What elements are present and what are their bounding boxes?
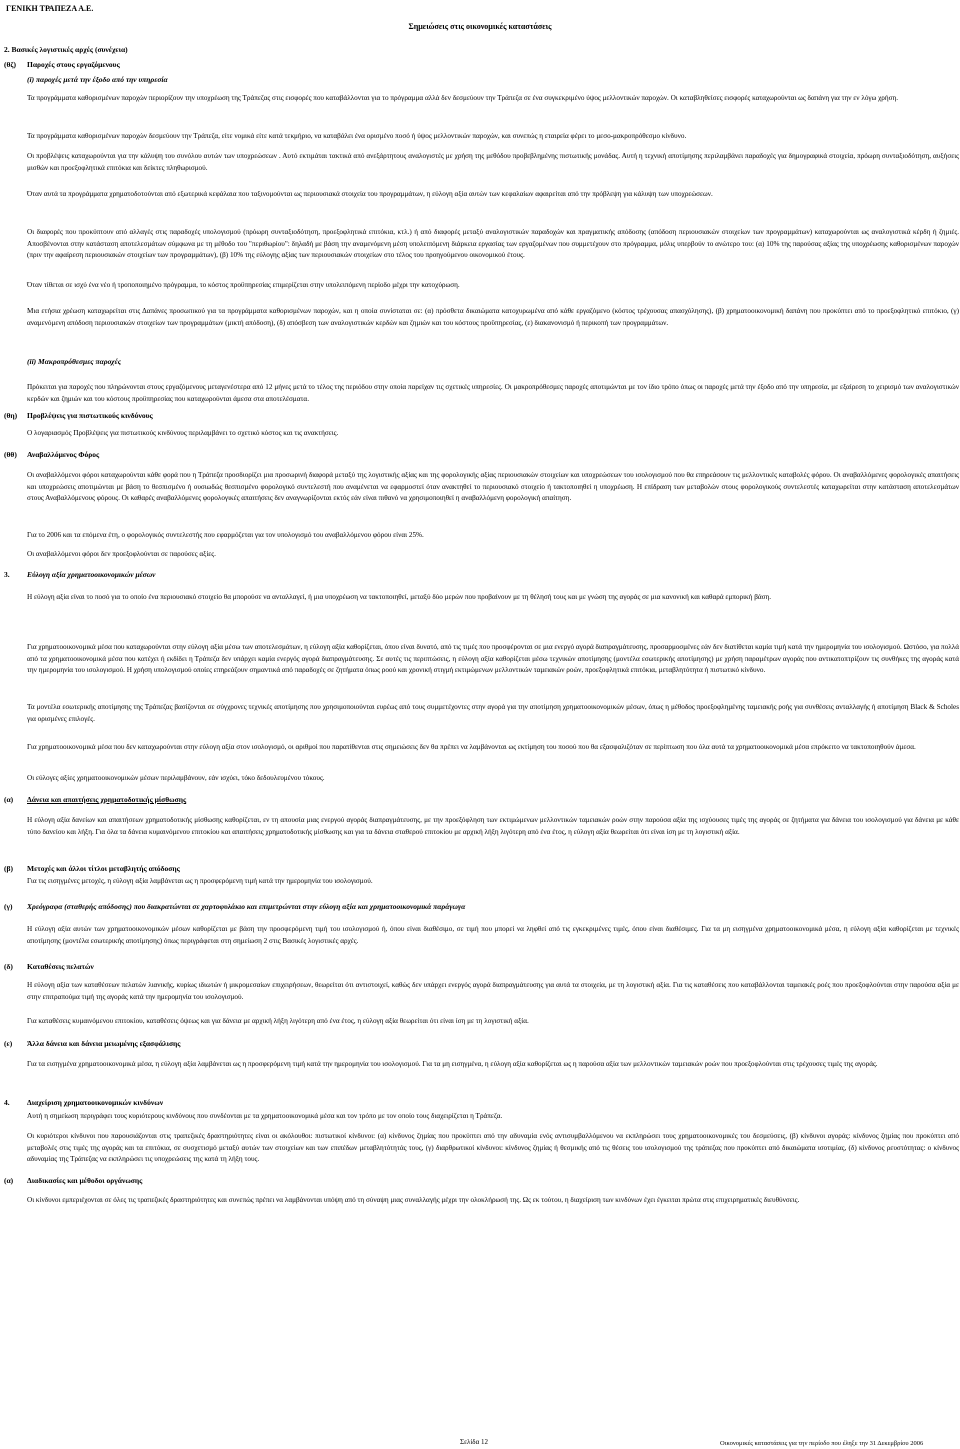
paragraph-8: Πρόκειται για παροχές που πληρώνονται στους εργαζόμενους μεταγενέστερα από 12 μήνες μετά το τέλος της περιόδου στην οποία παρείχαν τις σχετικές υπηρεσίες. Οι μακροπρόθεσμες παροχές αποτιμώνται με τον ίδιο τρόπο όπως οι παροχές μετά την έξοδο από την υπηρεσία, με εξαίρεση το χειρισμό των αναλογιστικών κερδών και ζημιών και του κόστους προϋπηρεσίας που καταχωρούνται άμεσα στα αποτελέσματα.	[27, 383, 959, 403]
section-num-b: (β)	[4, 864, 13, 873]
paragraph-21: Η εύλογη αξία των καταθέσεων πελατών λιανικής, κυρίως ιδιωτών ή μικρομεσαίων επιχειρήσεων, θεωρείται ότι αντιστοιχεί, καθώς δεν υπάρχει ενεργός αγορά διαπραγμάτευσης για αυτά τα στοιχεία, με τη λογιστική αξία. Για τις καταθέσεις που καταβάλλονται ταμειακές ροές που προεξοφλούνται στην παρούσα αξία με στην επιτραπούμα τιμή της αγοράς κατά την ημερομηνία του ισολογισμού.	[27, 981, 959, 1001]
page-subtitle: Σημειώσεις στις οικονομικές καταστάσεις	[408, 22, 552, 31]
paragraph-18: Η εύλογη αξία δανείων και απαιτήσεων χρηματοδοτικής μίσθωσης καθορίζεται, εν τη απουσία μιας ενεργού αγοράς διαπραγμάτευσης, με την προεξόφληση των εκτιμώμενων μελλοντικών ταμειακών ροών στην παρούσα αξία της ισχύουσες τιμές της αγοράς σε ζητήματα για δάνεια του ισολογισμού για δάνεια με κάθε τύπο δανείου και λήξη. Για όλα τα δάνεια κυμαινόμενου επιτοκίου και απαιτήσεις χρηματοδοτικής μίσθωσης και για τα δάνεια σταθερού επιτοκίου με αρχική λήξη λιγότερη από ένα έτος, η εύλογη αξία θεωρείται ότι είναι ίση με τη λογιστική αξία.	[27, 816, 959, 836]
section-title-zst: Παροχές στους εργαζόμενους	[27, 60, 120, 69]
paragraph-3: Οι προβλέψεις καταχωρούνται για την κάλυψη του συνόλου αυτών των υποχρεώσεων . Αυτό εκτιμάται τακτικά από ανεξάρτητους αναλογιστές με χρήση της μεθόδου προβεβλημένης πιστωτικής μονάδας. Αυτή η τεχνική αποτίμησης περιλαμβάνει παραδοχές για δημογραφικά στοιχεία, πρόωρη συνταξιοδότηση, αυξήσεις μισθών και προεξοφλητικά επιτόκια και δείκτες πληθωρισμού.	[27, 152, 959, 172]
section-title-g: Χρεόγραφα (σταθερής απόδοσης) που διακρατώνται σε χαρτοφυλάκιο και επιμετρώνται στην εύλογη αξία και χρηματοοικονομικά παράγωγα	[27, 902, 466, 911]
paragraph-22: Για καταθέσεις κυμαινόμενου επιτοκίου, καταθέσεις όψεως και για δάνεια με αρχική λήξη λιγότερη από ένα έτος, η εύλογη αξία θεωρείται ότι είναι ίση με τη λογιστική αξία.	[27, 1017, 529, 1025]
section-num-e: (ε)	[4, 1039, 13, 1048]
paragraph-1: Τα προγράμματα καθορισμένων παροχών περιορίζουν την υποχρέωση της Τράπεζας στις εισφορές που καταβάλλονται για το πρόγραμμα αλλά δεν δεσμεύουν την Τράπεζα σε ένα συγκεκριμένο ύψος μελλοντικών παροχών. Οι καταβληθείσες εισφορές καταχωρούνται ως δαπάνη για την εν λόγω χρήση.	[27, 94, 899, 102]
paragraph-23: Για τα εισηγμένα χρηματοοικονομικά μέσα, η εύλογη αξία λαμβάνεται ως η προσφερόμενη τιμή κατά την ημερομηνία του ισολογισμού. Για τα μη εισηγμένα, η εύλογη αξία καθορίζεται ως η παρούσα αξία των μελλοντικών ταμειακών ροών που προεξοφλούνται στις τρέχουσες τιμές της αγοράς.	[27, 1060, 878, 1068]
paragraph-24: Αυτή η σημείωση περιγράφει τους κυριότερους κινδύνους που συνδέονται με τα χρηματοοικονομικά μέσα και τον τρόπο με τον οποίο τους διαχειρίζεται η Τράπεζα.	[27, 1112, 503, 1120]
paragraph-7: Μια ετήσια χρέωση καταχωρείται στις Δαπάνες προσωπικού για τα προγράμματα καθορισμένων παροχών, και η οποία συνίσταται σε: (α) πρόσθετα δικαιώματα κατοχυρωμένα από κάθε εργαζόμενο (κόστος τρέχουσας απασχόλησης), (β) χρηματοοικονομική δαπάνη που προκύπτει από το προεξοφλητικό επιτόκιο, (γ) αναμενόμενη απόδοση περιουσιακών στοιχείων των προγραμμάτων (μικτή απόδοση), (δ) απόσβεση των αναλογιστικών κερδών και ζημιών και του κόστους προϋπηρεσίας, (ε) διακανονισμό ή περικοπή των προγραμμάτων.	[27, 307, 959, 327]
section-title-a: Δάνεια και απαιτήσεις χρηματοδοτικής μίσθωσης	[27, 795, 187, 804]
section-num-g: (γ)	[4, 902, 13, 911]
paragraph-11: Για το 2006 και τα επόμενα έτη, ο φορολογικός συντελεστής που εφαρμόζεται για τον υπολογισμό του αναβαλλόμενου φόρου είναι 25%.	[27, 531, 424, 539]
section-2-title: 2. Βασικές λογιστικές αρχές (συνέχεια)	[4, 45, 128, 54]
footer-note: Οικονομικές καταστάσεις για την περίοδο που έληξε την 31 Δεκεμβρίου 2006	[720, 1440, 924, 1447]
paragraph-15: Τα μοντέλα εσωτερικής αποτίμησης της Τράπεζας βασίζονται σε σύγχρονες τεχνικές αποτίμησης που χρησιμοποιούνται ευρέως από τους συμμετέχοντες στην αγορά για την αποτίμηση χρηματοοικονομικών μέσων, όπως η μέθοδος προεξοφλημένης ταμειακής ροής για συνθέσεις ανταλλαγής ή αποτίμηση Black & Scholes για ορισμένες επιλογές.	[27, 703, 959, 723]
subsection-title-ii: (ii) Μακροπρόθεσμες παροχές	[27, 357, 122, 366]
section-title-b: Μετοχές και άλλοι τίτλοι μεταβλητής απόδοσης	[27, 864, 180, 873]
paragraph-20: Η εύλογη αξία αυτών των χρηματοοικονομικών μέσων καθορίζεται με βάση την προσφερόμενη τιμή του ισολογισμού ή, όπου είναι διαθέσιμο, σε τιμή που μπορεί να ληφθεί από τις εγκεκριμένες τιμές, όπου είναι διαθέσιμες. Για τα μη εισηγμένα χρηματοοικονομικά μέσα, η εύλογη αξία καθορίζεται με τεχνικές αποτίμησης (μοντέλα εσωτερικής αποτίμησης) όπως περιγράφεται στη σημείωση 2 στις Βασικές λογιστικές αρχές.	[27, 925, 959, 945]
paragraph-26: Οι κίνδυνοι εμπεριέχονται σε όλες τις τραπεζικές δραστηριότητες και συνεπώς πρέπει να λαμβάνονται υπόψη από τη σύναψη μιας συναλλαγής μέχρι την ολοκλήρωσή της. Ως εκ τούτου, η διαχείριση των κινδύνων έχει έγκειται πρώτα στις επιχειρηματικές διευθύνσεις.	[27, 1196, 800, 1204]
section-num-aa: (α)	[4, 1176, 14, 1185]
section-title-e: Άλλα δάνεια και δάνεια μειωμένης εξασφάλισης	[27, 1039, 181, 1048]
section-num-d: (δ)	[4, 962, 13, 971]
section-num-tt: (θθ)	[4, 450, 17, 459]
paragraph-16: Για χρηματοοικονομικά μέσα που δεν καταχωρούνται στην εύλογη αξία στον ισολογισμό, οι αριθμοί που παρατίθενται στις σημειώσεις δεν θα πρέπει να λαμβάνονται ως εκτίμηση του ποσού που θα εξασφαλιζόταν σε περίπτωση που όλα αυτά τα χρηματοοικονομικά μέσα επρόκειτο να τακτοποιηθούν άμεσα.	[27, 743, 916, 751]
paragraph-2: Τα προγράμματα καθορισμένων παροχών δεσμεύουν την Τράπεζα, είτε νομικά είτε κατά τεκμήριο, να καταβάλει ένα ορισμένο ποσό ή ύψος μελλοντικών παροχών, και συνεπώς η εταιρεία φέρει το μεσο-μακροπρόθεσμο κίνδυνο.	[27, 132, 687, 140]
company-name: ΓΕΝΙΚΗ ΤΡΑΠΕΖΑ Α.Ε.	[6, 4, 94, 13]
paragraph-19: Για τις εισηγμένες μετοχές, η εύλογη αξία λαμβάνεται ως η προσφερόμενη τιμή κατά την ημερομηνία του ισολογισμού.	[27, 877, 373, 885]
paragraph-13: Η εύλογη αξία είναι το ποσό για το οποίο ένα περιουσιακό στοιχείο θα μπορούσε να ανταλλαγεί, ή μια υποχρέωση να τακτοποιηθεί, μεταξύ δύο μερών που προβαίνουν με τη θέλησή τους και με γνώση της αγοράς σε μια κανονική και καθαρά εμπορική βάση.	[27, 593, 772, 601]
section-title-3: Εύλογη αξία χρηματοοικονομικών μέσων	[27, 570, 156, 579]
section-num-zst: (θζ)	[4, 60, 17, 69]
paragraph-6: Όταν τίθεται σε ισχύ ένα νέο ή τροποποιημένο πρόγραμμα, το κόστος προϋπηρεσίας επιμερίζεται στην υπολειπόμενη περίοδο μέχρι την κατοχύρωση.	[27, 281, 460, 289]
section-title-d: Καταθέσεις πελατών	[27, 962, 94, 971]
section-title-th: Προβλέψεις για πιστωτικούς κινδύνους	[27, 411, 153, 420]
section-num-a: (α)	[4, 795, 14, 804]
section-num-3: 3.	[4, 570, 10, 579]
subsection-title-i: (i) παροχές μετά την έξοδο από την υπηρεσία	[27, 75, 168, 84]
paragraph-17: Οι εύλογες αξίες χρηματοοικονομικών μέσων περιλαμβάνουν, εάν ισχύει, τόκο δεδουλευμένου τόκους.	[27, 774, 325, 782]
section-title-tt: Αναβαλλόμενος Φόρος	[27, 450, 100, 459]
section-num-4: 4.	[4, 1098, 10, 1107]
paragraph-14: Για χρηματοοικονομικά μέσα που καταχωρούνται στην εύλογη αξία μέσω των αποτελεσμάτων, η εύλογη αξία καθορίζεται, όπου είναι δυνατό, από τις τιμές που προσφέρονται σε μια ενεργό αγορά διαπραγμάτευσης, προσαρμοσμένες εάν δεν διατίθεται καμία τιμή κατά την ημερομηνία του ισολογισμού. Ωστόσο, για πολλά από τα χρηματοοικονομικά μέσα που κατέχει ή εκδίδει η Τράπεζα δεν υπάρχει καμία ενεργός αγορά διαπραγμάτευσης. Σε αυτές τις περιπτώσεις, η εύλογη αξία καθορίζεται μέσω τεχνικών αποτίμησης (μοντέλα εσωτερικής αποτίμησης) με χρήση παραμέτρων αγοράς που αντικατοπτρίζουν τις συνθήκες της αγοράς κατά την ημερομηνία του ισολογισμού. Η χρήση υπολογισμού οποίες επηρεάζουν σημαντικά από παραδοχές σε ζητήματα όπως ροού και χρονική στιγμή εκτιμώμενων μελλοντικών ταμειακών ροών, προεξοφλητικά επιτόκια, μεταβλητότητα ή πιστωτικό κίνδυνο.	[27, 643, 959, 675]
section-title-aa: Διαδικασίες και μέθοδοι οργάνωσης	[27, 1176, 143, 1185]
paragraph-12: Οι αναβαλλόμενοι φόροι δεν προεξοφλούνται σε παρούσες αξίες.	[27, 550, 216, 558]
page-number: Σελίδα 12	[460, 1438, 489, 1446]
paragraph-4: Όταν αυτά τα προγράμματα χρηματοδοτούνται από εξωτερικά κεφάλαια που ταξινομούνται ως περιουσιακά στοιχεία του προγραμμάτων, η εύλογη αξία αυτών των κεφαλαίων αφαιρείται από την πρόβλεψη για κάλυψη των υποχρεώσεων.	[27, 190, 713, 198]
paragraph-9: Ο λογαριασμός Προβλέψεις για πιστωτικούς κινδύνους περιλαμβάνει το σχετικό κόστος και τις ανακτήσεις.	[27, 429, 339, 437]
paragraph-10: Οι αναβαλλόμενοι φόροι καταχωρούνται κάθε φορά που η Τράπεζα προσδιορίζει μια προσωρινή διαφορά μεταξύ της λογιστικής αξίας και της φορολογικής αξίας περιουσιακών στοιχείων και υποχρεώσεων του ισολογισμού που θα επηρεάσουν τις μελλοντικές καταβολές φόρου. Οι αναβαλλόμενες φορολογικές απαιτήσεις και υποχρεώσεις αποτιμώνται με βάση το θεσπισμένο ή ουσιωδώς θεσπισμένο φορολογικό συντελεστή που αναμένεται να εφαρμοστεί όταν ανακτηθεί το περιουσιακό στοιχείο ή τακτοποιηθεί η υποχρέωση. Η επίδραση των μεταβολών στους φορολογικούς συντελεστές καταχωρείται στην κατάσταση αποτελεσμάτων στους Αναβαλλόμενους φόρους. Οι καθαρές αναβαλλόμενες φορολογικές απαιτήσεις δεν αναγνωρίζονται εκτός εάν είναι πιθανό να χρησιμοποιηθεί η αναβαλλόμενη φορολογική απαίτηση.	[27, 471, 959, 503]
section-title-4: Διαχείριση χρηματοοικονομικών κινδύνων	[27, 1098, 164, 1107]
paragraph-5: Οι διαφορές που προκύπτουν από αλλαγές στις παραδοχές υπολογισμού (πρόωρη συνταξιοδότηση, προεξοφλητικά επιτόκια, κτλ.) ή από διαφορές μεταξύ αναλογιστικών παραδοχών και πραγματικής απόδοσης (απόδοση περιουσιακών στοιχείων των προγραμμάτων) καταχωρούνται ως αναλογιστικά κέρδη ή ζημιές. Αποσβένονται στην κατάσταση αποτελεσμάτων σύμφωνα με τη μέθοδο του "περιθωρίου": δηλαδή με βάση την αναμενόμενη μέση υπολειπόμενη διάρκεια εργασίας των εργαζομένων που συμμετέχουν στο πρόγραμμα, μόλις υπερβούν το ανώτερο του: (α) 10% της παρούσας αξίας της υποχρέωσης καθορισμένων παροχών (πριν την αφαίρεση περιουσιακών στοιχείων των προγραμμάτων), (β) 10% της εύλογης αξίας των περιουσιακών στοιχείων στο τέλος του προηγούμενου οικονομικού έτους.	[27, 228, 959, 260]
section-num-th: (θη)	[4, 411, 18, 420]
paragraph-25: Οι κυριότεροι κίνδυνοι που παρουσιάζονται στις τραπεζικές δραστηριότητες είναι οι ακόλουθοι: πιστωτικοί κίνδυνοι: (α) κίνδυνος ζημίας που προκύπτει από την αδυναμία ενός αντισυμβαλλόμενου να εκπληρώσει τους χρηματοοικονομικές του δεσμεύσεις, (β) κίνδυνοι αγοράς: κίνδυνος ζημίας που προκύπτει από μεταβολές στις τιμές της αγοράς και τα επιτόκια, σε συσχετισμό μεταξύ αυτών των στοιχείων και των επιπέδων μεταβλητότητάς τους, (γ) διαρθρωτικοί κίνδυνοι: κίνδυνος ζημίας ή θεσμικής από τις θέσεις του ισολογισμού της τράπεζας που προκύπτει από δικαιώματα ισοτιμίας, (δ) κίνδυνος ρευστότητας: ο κίνδυνος αδυναμίας της Τράπεζας να εκπληρώσει τις υποχρεώσεις της κατά τη λήξη τους.	[27, 1132, 959, 1164]
